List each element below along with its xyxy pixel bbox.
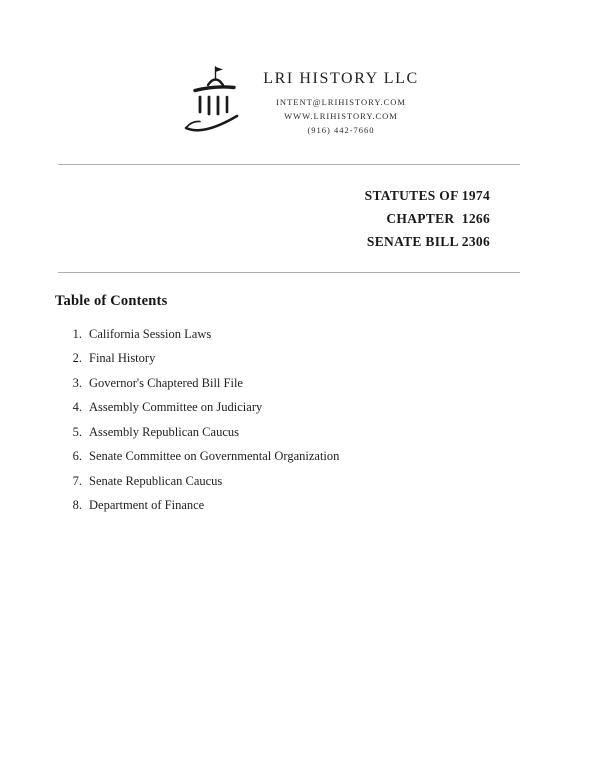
letterhead-text [263,60,419,137]
toc-item-label: Senate Committee on Governmental Organization [89,449,340,464]
toc-item-number: 2. [72,351,82,366]
toc-item [55,426,600,439]
toc-item-number: 4. [72,400,82,415]
toc-item-number: 7. [72,473,82,488]
toc-item-label: Assembly Republican Caucus [89,424,239,439]
letterhead [0,0,600,140]
toc-item-label: Senate Republican Caucus [89,473,223,488]
toc-item [55,328,600,341]
company-email: INTENT@LRIHISTORY.COM [276,97,406,107]
toc-list [55,328,600,512]
toc-item-number: 1. [72,326,82,341]
toc-item-number: 8. [72,498,82,513]
toc-item-number: 6. [72,449,82,464]
table-of-contents [0,273,600,512]
chapter-line: CHAPTER 1266 [386,210,490,226]
company-name: LRI HISTORY LLC [263,70,419,87]
toc-item-label: Final History [89,351,156,366]
toc-item [55,352,600,365]
toc-item-number: 5. [72,424,82,439]
toc-item-label: Governor's Chaptered Bill File [89,375,243,390]
senate-bill-line: SENATE BILL 2306 [366,233,490,249]
toc-item [55,401,600,414]
toc-item [55,450,600,463]
toc-item-number: 3. [72,375,82,390]
statutes-line: STATUTES OF 1974 [364,188,490,203]
company-website: WWW.LRIHISTORY.COM [284,111,398,122]
toc-item-label: California Session Laws [89,326,212,341]
toc-item-label: Assembly Committee on Judiciary [89,400,263,415]
toc-item [55,377,600,390]
toc-item-label: Department of Finance [89,498,205,513]
bill-reference-block [0,165,600,272]
toc-item [55,499,600,512]
toc-title: Table of Contents [55,292,168,309]
company-phone: (916) 442-7660 [307,125,375,136]
toc-item [55,475,600,488]
capitol-logo-icon [181,64,243,140]
